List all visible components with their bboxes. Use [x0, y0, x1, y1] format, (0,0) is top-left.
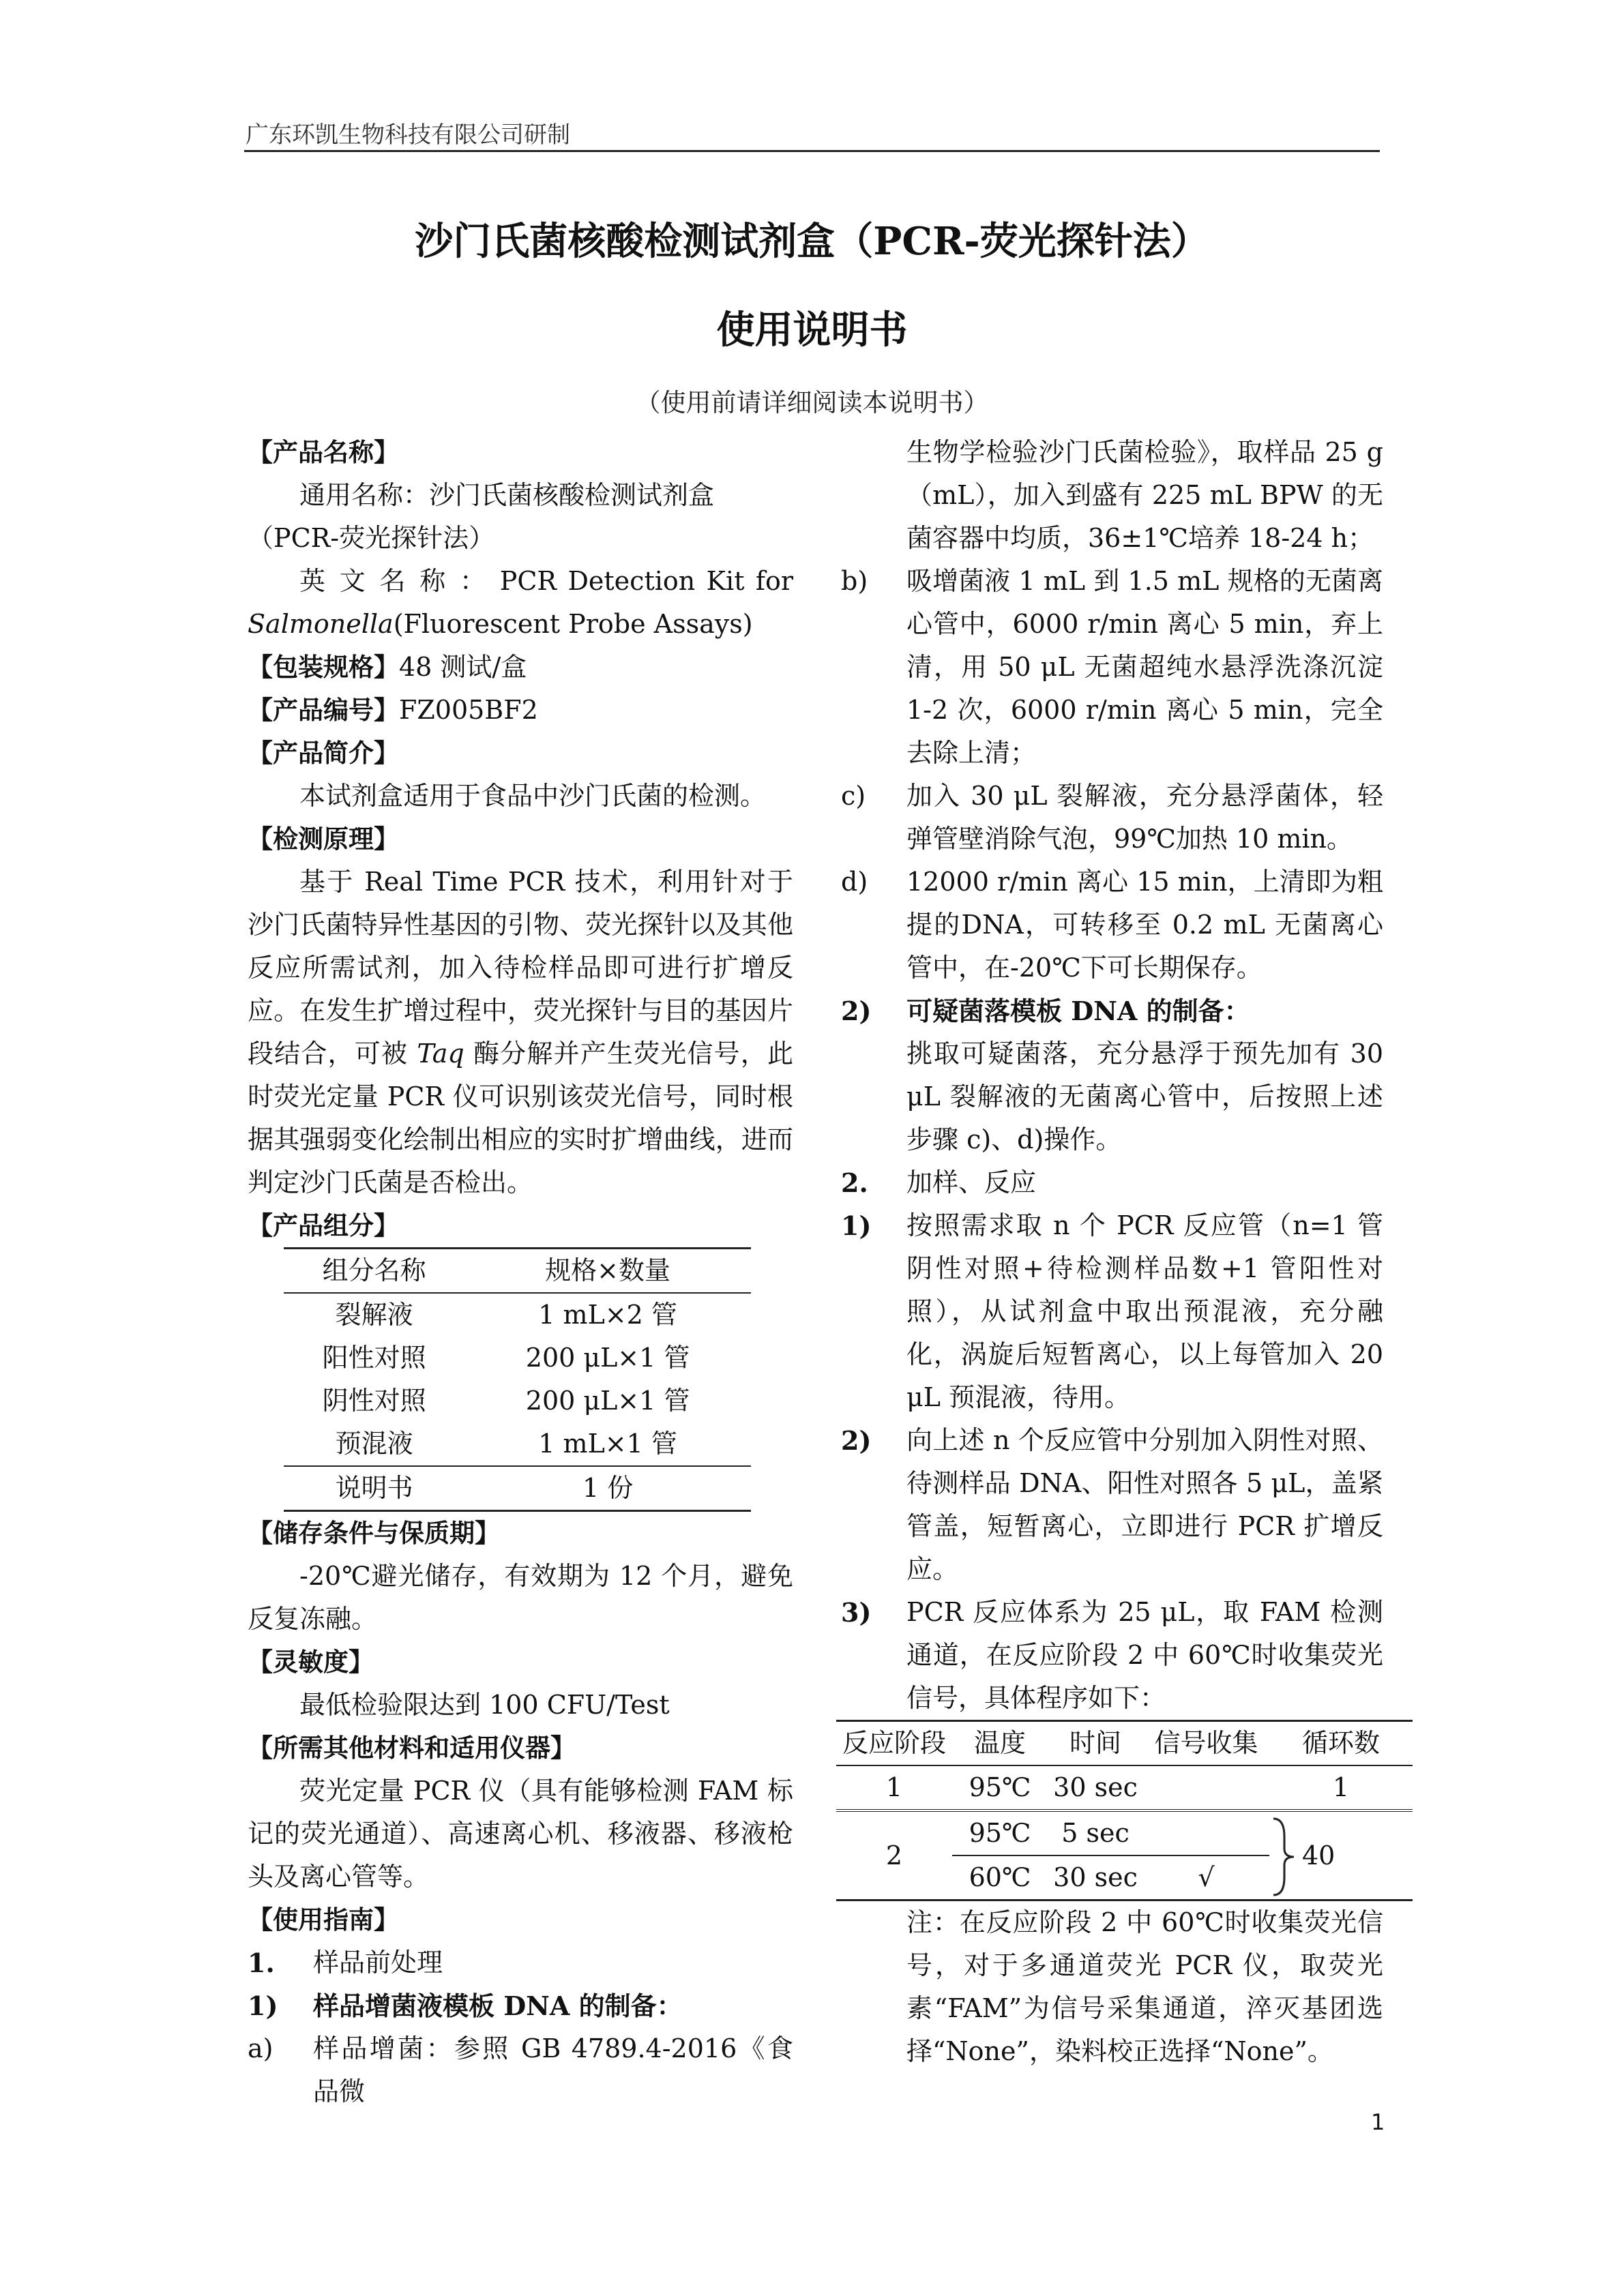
- left-column: [248, 431, 793, 2113]
- component-name: 裂解液: [335, 1300, 413, 1330]
- signal-cell: [1143, 1765, 1269, 1810]
- step-2-2-key: 2): [841, 1425, 872, 1456]
- component-spec: 1 mL×1 管: [538, 1429, 677, 1459]
- english-name-line1: 英 文 名 称 ： PCR Detection Kit for: [299, 566, 793, 596]
- code-line: [248, 689, 793, 732]
- step-1-2: [841, 989, 1383, 1032]
- stage-cell: 1: [836, 1765, 952, 1810]
- step-c-text: 加入 30 μL 裂解液，充分悬浮菌体，轻弹管壁消除气泡，99℃加热 10 min。: [906, 781, 1383, 854]
- step-2-3: [841, 1591, 1383, 1720]
- temp-cell: 95℃: [952, 1810, 1048, 1855]
- time-cell: 5 sec: [1048, 1810, 1143, 1855]
- section-guide: 【使用指南】: [248, 1905, 399, 1935]
- table-row: [836, 1810, 1413, 1855]
- read-note: （使用前请详细阅读本说明书）: [635, 388, 989, 417]
- program-header-cell: 时间: [1048, 1721, 1143, 1766]
- pack-line: [248, 646, 793, 689]
- step-a-continued: 生物学检验沙门氏菌检验》，取样品 25 g（mL），加入到盛有 225 mL BPW 的无菌容器中均质，36±1℃培养 18-24 h；: [906, 437, 1383, 553]
- step-1-key: 1.: [248, 1948, 275, 1978]
- step-2-text: 加样、反应: [906, 1167, 1037, 1197]
- english-name-rest: (Fluorescent Probe Assays): [393, 609, 753, 639]
- stage2-cycles: 40: [1302, 1840, 1335, 1870]
- section-code: 【产品编号】: [248, 696, 399, 725]
- step-1-text: 样品前处理: [313, 1948, 443, 1978]
- component-name: 预混液: [335, 1429, 413, 1459]
- component-spec: 200 μL×1 管: [525, 1343, 690, 1373]
- step-2: [841, 1161, 1383, 1204]
- step-2-3-key: 3): [841, 1597, 872, 1628]
- components-table: [284, 1247, 751, 1512]
- right-brace-icon: [1271, 1816, 1298, 1898]
- step-2-1-key: 1): [841, 1210, 872, 1241]
- pcr-program-table: [836, 1720, 1413, 1901]
- program-footnote: 注：在反应阶段 2 中 60℃时收集荧光信号，对于多通道荧光 PCR 仪，取荧光素“FAM”为信号采集通道，淬灭基团选择“None”，染料校正选择“None”。: [906, 1907, 1383, 2066]
- step-b: [841, 560, 1383, 775]
- temp-cell: 60℃: [969, 1862, 1031, 1892]
- taq-italic: Taq: [417, 1039, 464, 1069]
- signal-cell: [1143, 1810, 1269, 1855]
- program-header-row: [836, 1721, 1413, 1766]
- section-pack: 【包装规格】: [248, 653, 399, 682]
- component-name: 说明书: [284, 1466, 464, 1511]
- step-c: [841, 775, 1383, 861]
- program-header-cell: 温度: [952, 1721, 1048, 1766]
- right-column: [841, 431, 1383, 2073]
- section-sensitivity: 【灵敏度】: [248, 1648, 374, 1677]
- english-name-line2: [248, 603, 793, 646]
- component-spec: 1 份: [464, 1466, 751, 1511]
- section-product-name: 【产品名称】: [248, 438, 399, 467]
- generic-name-line1: 通用名称：沙门氏菌核酸检测试剂盒: [299, 480, 715, 510]
- step-1-1-text: 样品增菌液模板 DNA 的制备：: [313, 1991, 683, 2021]
- document-subtitle: 使用说明书: [716, 308, 908, 353]
- step-1-1-key: 1): [248, 1991, 278, 2021]
- components-header-cell: 规格×数量: [464, 1249, 751, 1294]
- stage-cell: 2: [885, 1840, 903, 1870]
- page-header: 广东环凯生物科技有限公司研制: [246, 121, 570, 149]
- step-2-1-text: 按照需求取 n 个 PCR 反应管（n=1 管阴性对照+待检测样品数+1 管阳性对照），从试剂盒中取出预混液，充分融化，涡旋后短暂离心，以上每管加入 20 μL 预混液，待用。: [906, 1210, 1383, 1412]
- signal-cell: √: [1198, 1862, 1215, 1892]
- program-header-cell: 信号收集: [1143, 1721, 1269, 1766]
- section-materials: 【所需其他材料和适用仪器】: [248, 1733, 576, 1763]
- components-header-row: [284, 1249, 751, 1294]
- table-row: [836, 1765, 1413, 1810]
- step-1-1: [248, 1984, 793, 2027]
- table-row: [284, 1337, 751, 1380]
- section-principle: 【检测原理】: [248, 824, 399, 854]
- page-number: 1: [1371, 2109, 1385, 2135]
- step-2-2-text: 向上述 n 个反应管中分别加入阴性对照、待测样品 DNA、阳性对照各 5 μL，盖紧管盖，短暂离心，立即进行 PCR 扩增反应。: [906, 1425, 1383, 1584]
- table-row: [284, 1466, 751, 1511]
- time-cell: 30 sec: [1048, 1765, 1143, 1810]
- step-c-key: c): [841, 781, 866, 811]
- components-header-cell: 组分名称: [284, 1249, 464, 1294]
- section-intro: 【产品简介】: [248, 739, 399, 768]
- step-2-1: [841, 1204, 1383, 1419]
- step-a: [248, 2027, 793, 2113]
- table-row: [284, 1422, 751, 1466]
- component-name: 阴性对照: [322, 1386, 426, 1416]
- step-2-key: 2.: [841, 1167, 868, 1198]
- step-d-text: 12000 r/min 离心 15 min，上清即为粗提的DNA，可转移至 0.2 mL 无菌离心管中，在-20℃下可长期保存。: [906, 867, 1383, 983]
- program-header-cell: 循环数: [1269, 1721, 1413, 1766]
- step-1-2-text: 可疑菌落模板 DNA 的制备：: [906, 996, 1250, 1026]
- section-storage: 【储存条件与保质期】: [248, 1519, 500, 1548]
- program-header-cell: 反应阶段: [836, 1721, 952, 1766]
- time-cell: 30 sec: [1053, 1862, 1138, 1892]
- materials-text: 荧光定量 PCR 仪（具有能够检测 FAM 标记的荧光通道）、高速离心机、移液器、移液枪头及离心管等。: [248, 1776, 793, 1892]
- principle-part2: 酶分解并产生荧光信号，此时荧光定量 PCR 仪可识别该荧光信号，同时根据其强弱变化绘制出相应的实时扩增曲线，进而判定沙门氏菌是否检出。: [248, 1039, 793, 1197]
- english-name-italic: Salmonella: [248, 609, 394, 639]
- sensitivity-text: 最低检验限达到 100 CFU/Test: [299, 1690, 670, 1720]
- step-d-key: d): [841, 867, 868, 897]
- document-title: 沙门氏菌核酸检测试剂盒（PCR-荧光探针法）: [415, 219, 1209, 264]
- generic-name-line2: （PCR-荧光探针法）: [248, 523, 495, 553]
- step-d: [841, 861, 1383, 989]
- principle-text: [248, 861, 793, 1204]
- step-1-2-key: 2): [841, 996, 872, 1026]
- step-2-2: [841, 1419, 1383, 1591]
- cycles-cell: [1269, 1810, 1413, 1900]
- storage-text: -20℃避光储存，有效期为 12 个月，避免反复冻融。: [248, 1561, 793, 1634]
- step-b-key: b): [841, 566, 868, 596]
- step-a-text: 样品增菌：参照 GB 4789.4-2016《食品微: [313, 2033, 793, 2106]
- cycles-cell: 1: [1269, 1765, 1413, 1810]
- colony-text: 挑取可疑菌落，充分悬浮于预先加有 30 μL 裂解液的无菌离心管中，后按照上述步骤 c)、d)操作。: [906, 1039, 1383, 1154]
- table-row: [284, 1293, 751, 1337]
- step-b-text: 吸增菌液 1 mL 到 1.5 mL 规格的无菌离心管中，6000 r/min 离心 5 min，弃上清，用 50 μL 无菌超纯水悬浮洗涤沉淀 1-2 次，6000 r/min 离心 5 min，完全去除上清；: [906, 566, 1383, 768]
- component-spec: 1 mL×2 管: [538, 1300, 677, 1330]
- pack-value: 48 测试/盒: [399, 652, 527, 682]
- code-value: FZ005BF2: [399, 695, 538, 725]
- intro-text: 本试剂盒适用于食品中沙门氏菌的检测。: [299, 781, 767, 811]
- component-spec: 200 μL×1 管: [525, 1386, 690, 1416]
- component-name: 阳性对照: [322, 1343, 426, 1373]
- header-rule: [244, 150, 1380, 152]
- step-1: [248, 1941, 793, 1984]
- principle-part1: 基于 Real Time PCR 技术，利用针对于沙门氏菌特异性基因的引物、荧光探针以及其他反应所需试剂，加入待检样品即可进行扩增反应。在发生扩增过程中，荧光探针与目的基因片段结合，可被: [248, 867, 793, 1069]
- step-a-key: a): [248, 2033, 274, 2063]
- table-row: [284, 1380, 751, 1422]
- temp-cell: 95℃: [952, 1765, 1048, 1810]
- section-components: 【产品组分】: [248, 1211, 399, 1240]
- step-2-3-text: PCR 反应体系为 25 μL，取 FAM 检测通道，在反应阶段 2 中 60℃时收集荧光信号，具体程序如下：: [906, 1597, 1383, 1713]
